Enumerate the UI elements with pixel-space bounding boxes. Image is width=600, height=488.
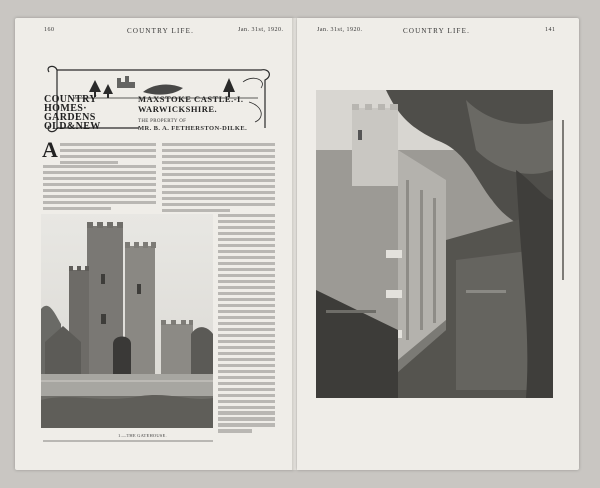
left-date: Jan. 31st, 1920.: [238, 27, 284, 33]
series-line: GARDENS: [44, 112, 96, 123]
series-banner-text: [44, 95, 128, 131]
text-line: [218, 220, 275, 223]
drop-cap: A: [42, 137, 58, 162]
text-line: [218, 244, 275, 247]
text-line: [60, 155, 156, 158]
text-line: [60, 149, 156, 152]
owner-name: MR. B. A. FETHERSTON-DILKE.: [138, 125, 248, 132]
text-line: [218, 352, 275, 355]
text-line: [218, 406, 275, 409]
text-line: [162, 143, 275, 146]
text-line: [218, 226, 275, 229]
text-line: [218, 429, 252, 432]
text-line: [162, 191, 275, 194]
body-text-column: [218, 214, 275, 435]
text-line: [218, 388, 275, 391]
right-page-number: 141: [545, 27, 556, 33]
right-magazine-title: COUNTRY LIFE.: [403, 27, 471, 35]
text-line: [218, 214, 275, 217]
text-line: [43, 207, 111, 210]
text-line: [218, 316, 275, 319]
text-line: [43, 195, 156, 198]
left-page-number: 160: [44, 27, 55, 33]
text-line: [218, 358, 275, 361]
text-line: [218, 394, 275, 397]
castle-moat-photo: [316, 90, 553, 398]
text-line: [218, 382, 275, 385]
text-line: [43, 201, 156, 204]
body-text-column: [60, 143, 156, 167]
text-line: [218, 274, 275, 277]
text-line: [218, 346, 275, 349]
text-line: [218, 417, 275, 420]
right-page-vertical-caption: [561, 120, 566, 280]
article-subtitle: [138, 118, 278, 132]
text-line: [43, 183, 156, 186]
text-line: [43, 177, 156, 180]
text-line: [162, 185, 275, 188]
left-magazine-title: COUNTRY LIFE.: [127, 27, 195, 35]
text-line: [218, 250, 275, 253]
text-line: [162, 167, 275, 170]
text-line: [218, 322, 275, 325]
text-line: [218, 400, 275, 403]
text-line: [218, 286, 275, 289]
text-line: [218, 232, 275, 235]
text-line: [218, 238, 275, 241]
text-line: [43, 189, 156, 192]
text-line: [218, 370, 275, 373]
text-line: [162, 173, 275, 176]
text-line: [218, 340, 275, 343]
text-line: [60, 143, 156, 146]
body-text-column: [162, 143, 275, 215]
text-line: [162, 203, 275, 206]
text-line: [218, 298, 275, 301]
text-line: [162, 197, 275, 200]
article-title-line: WARWICKSHIRE.: [138, 104, 218, 114]
text-line: [162, 155, 275, 158]
text-line: [218, 292, 275, 295]
series-line: COUNTRY: [44, 94, 98, 105]
text-line: [218, 328, 275, 331]
text-line: [218, 280, 275, 283]
text-line: [218, 364, 275, 367]
text-line: [218, 411, 275, 414]
text-line: [60, 161, 118, 164]
text-line: [218, 304, 275, 307]
text-line: [43, 171, 156, 174]
text-line: [43, 165, 156, 168]
text-line: [218, 423, 275, 426]
text-line: [218, 334, 275, 337]
gatehouse-photo: [41, 214, 213, 428]
series-line: HOMES·: [44, 103, 87, 114]
text-line: [218, 256, 275, 259]
text-line: [162, 161, 275, 164]
caption-text: [43, 440, 213, 445]
body-text-column: [43, 165, 156, 213]
text-line: [162, 149, 275, 152]
series-line: OLD&NEW: [44, 121, 101, 132]
right-date: Jan. 31st, 1920.: [317, 27, 363, 33]
text-line: [218, 310, 275, 313]
photo-caption: 1.—THE GATEHOUSE.: [118, 433, 167, 438]
text-line: [218, 376, 275, 379]
text-line: [162, 209, 230, 212]
text-line: [162, 179, 275, 182]
article-title-line: MAXSTOKE CASTLE.-I.: [138, 94, 244, 104]
text-line: [218, 268, 275, 271]
text-line: [218, 262, 275, 265]
property-of-label: THE PROPERTY OF: [138, 119, 187, 124]
article-title: [138, 94, 278, 114]
